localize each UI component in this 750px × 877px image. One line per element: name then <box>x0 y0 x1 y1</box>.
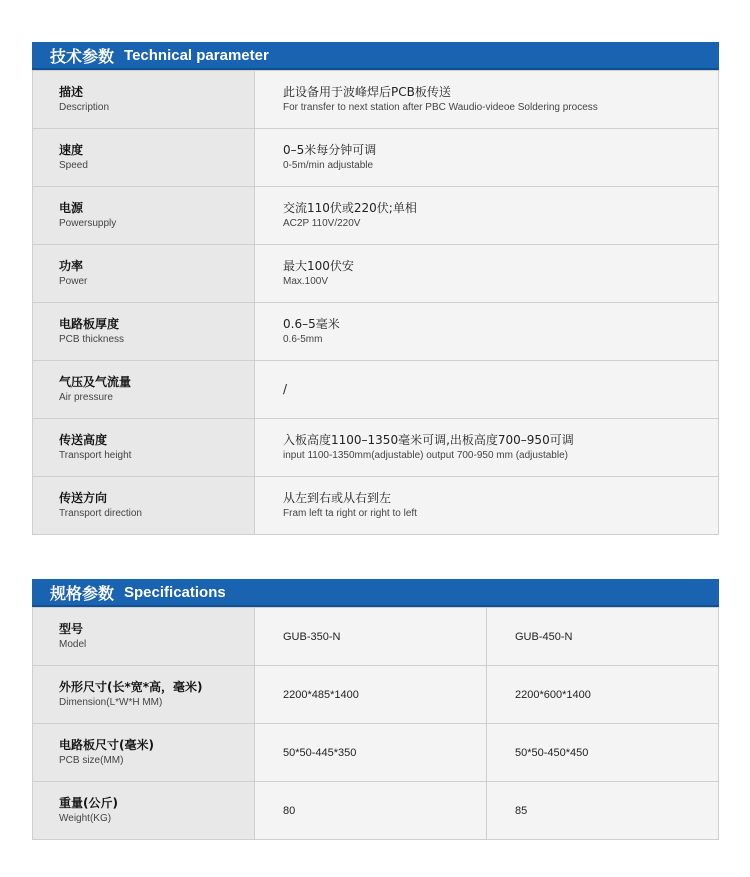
table-row <box>33 782 719 840</box>
value-en: AC2P 110V/220V <box>283 218 361 229</box>
label-en: Model <box>59 639 87 650</box>
row-label <box>33 361 255 419</box>
label-zh: 电路板厚度 <box>59 317 120 331</box>
row-value <box>255 71 719 129</box>
model-2-value: 85 <box>487 782 719 840</box>
row-label <box>33 666 255 724</box>
row-label <box>33 129 255 187</box>
label-zh: 型号 <box>59 622 84 636</box>
row-value <box>255 477 719 535</box>
row-label <box>33 724 255 782</box>
row-value <box>255 419 719 477</box>
value-en: 0.6-5mm <box>283 334 323 345</box>
model-1-value: 50*50-445*350 <box>255 724 487 782</box>
specifications-header <box>32 579 719 607</box>
value-zh: 交流110伏或220伏;单相 <box>283 201 417 215</box>
section-title-en: Technical parameter <box>124 46 269 64</box>
specifications-table <box>32 607 719 840</box>
value-zh: 入板高度1100–1350毫米可调,出板高度700–950可调 <box>283 433 574 447</box>
row-label <box>33 608 255 666</box>
label-zh: 描述 <box>59 85 84 99</box>
row-label <box>33 477 255 535</box>
row-value <box>255 187 719 245</box>
table-row <box>33 477 719 535</box>
label-zh: 传送方向 <box>59 491 108 505</box>
table-row <box>33 129 719 187</box>
value-zh: 0–5米每分钟可调 <box>283 143 377 157</box>
model-1-value: 2200*485*1400 <box>255 666 487 724</box>
model-2-value: 2200*600*1400 <box>487 666 719 724</box>
row-label <box>33 419 255 477</box>
table-row <box>33 361 719 419</box>
value-en: For transfer to next station after PBC Waudio-videoe Soldering process <box>283 102 598 113</box>
row-label <box>33 245 255 303</box>
label-zh: 电源 <box>59 201 84 215</box>
label-en: Description <box>59 102 110 113</box>
label-zh: 速度 <box>59 143 84 157</box>
table-row <box>33 303 719 361</box>
table-row <box>33 187 719 245</box>
label-zh: 功率 <box>59 259 84 273</box>
technical-parameter-section <box>32 42 719 535</box>
label-en: Weight(KG) <box>59 813 112 824</box>
value-zh: 0.6–5毫米 <box>283 317 340 331</box>
label-zh: 外形尺寸(长*宽*高，毫米) <box>59 680 203 694</box>
row-value <box>255 361 719 419</box>
value-en: input 1100-1350mm(adjustable) output 700-950 mm (adjustable) <box>283 450 568 461</box>
row-value <box>255 129 719 187</box>
label-en: Speed <box>59 160 88 171</box>
table-row <box>33 419 719 477</box>
label-en: Transport direction <box>59 508 142 519</box>
technical-parameter-header <box>32 42 719 70</box>
row-label <box>33 187 255 245</box>
specifications-section <box>32 579 719 840</box>
label-en: Power <box>59 276 88 287</box>
label-zh: 电路板尺寸(毫米) <box>59 738 154 752</box>
model-2-value: 50*50-450*450 <box>487 724 719 782</box>
label-en: PCB size(MM) <box>59 755 124 766</box>
label-en: Transport height <box>59 450 132 461</box>
table-row <box>33 245 719 303</box>
row-label <box>33 71 255 129</box>
section-title-zh: 规格参数 <box>50 583 115 603</box>
model-2-value: GUB-450-N <box>487 608 719 666</box>
value-en: Max.100V <box>283 276 329 287</box>
label-zh: 气压及气流量 <box>59 375 132 389</box>
label-en: Powersupply <box>59 218 117 229</box>
value-zh: / <box>283 382 288 396</box>
value-zh: 从左到右或从右到左 <box>283 491 392 505</box>
label-en: Air pressure <box>59 392 113 403</box>
table-row <box>33 666 719 724</box>
table-row <box>33 71 719 129</box>
table-row <box>33 608 719 666</box>
section-title-zh: 技术参数 <box>50 46 115 66</box>
value-zh: 此设备用于波峰焊后PCB板传送 <box>283 85 451 99</box>
section-title-en: Specifications <box>124 583 226 601</box>
row-value <box>255 303 719 361</box>
value-en: 0-5m/min adjustable <box>283 160 374 171</box>
row-label <box>33 782 255 840</box>
model-1-value: 80 <box>255 782 487 840</box>
row-label <box>33 303 255 361</box>
technical-parameter-table <box>32 70 719 535</box>
label-zh: 传送高度 <box>59 433 108 447</box>
value-zh: 最大100伏安 <box>283 259 354 273</box>
label-en: PCB thickness <box>59 334 125 345</box>
label-en: Dimension(L*W*H MM) <box>59 697 163 708</box>
label-zh: 重量(公斤) <box>59 796 118 810</box>
value-en: Fram left ta right or right to left <box>283 508 417 519</box>
table-row <box>33 724 719 782</box>
row-value <box>255 245 719 303</box>
model-1-value: GUB-350-N <box>255 608 487 666</box>
